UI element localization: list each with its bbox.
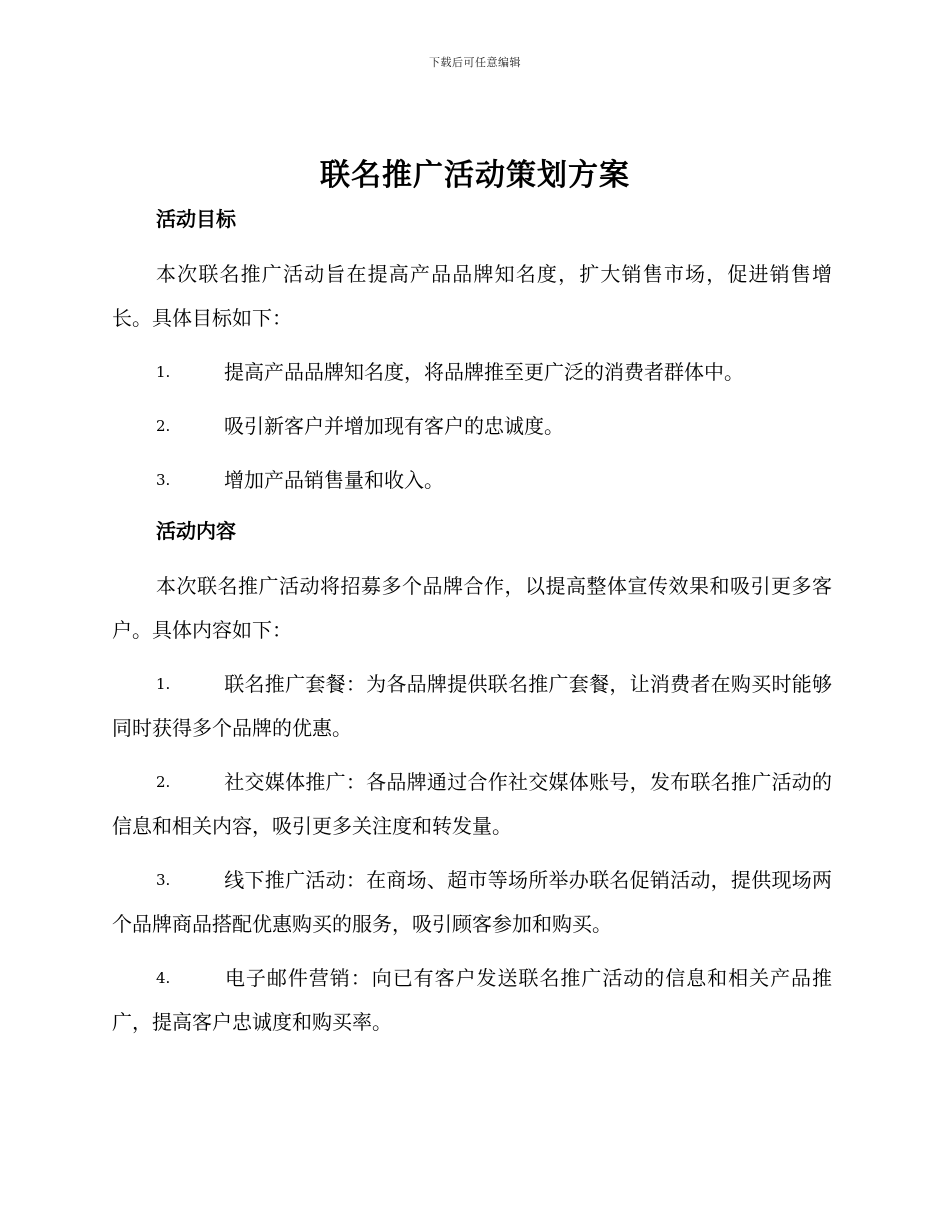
list-number: 2. bbox=[156, 417, 171, 435]
content-list-item bbox=[112, 662, 832, 750]
list-number: 2. bbox=[156, 773, 171, 791]
header-note: 下载后可任意编辑 bbox=[429, 56, 521, 69]
list-item-text: 增加产品销售量和收入。 bbox=[224, 468, 444, 492]
goals-list-item bbox=[112, 404, 832, 448]
list-item-text: 社交媒体推广：各品牌通过合作社交媒体账号，发布联名推广活动的信息和相关内容，吸引更多关注度和转发量。 bbox=[112, 770, 832, 838]
goals-intro-paragraph: 本次联名推广活动旨在提高产品品牌知名度，扩大销售市场，促进销售增长。具体目标如下： bbox=[112, 262, 832, 330]
list-item-text: 提高产品品牌知名度，将品牌推至更广泛的消费者群体中。 bbox=[224, 360, 744, 384]
section-heading-goals: 活动目标 bbox=[156, 207, 236, 231]
content-list-item bbox=[112, 760, 832, 848]
list-item-text: 线下推广活动：在商场、超市等场所举办联名促销活动，提供现场两个品牌商品搭配优惠购买的服务，吸引顾客参加和购买。 bbox=[112, 868, 832, 936]
document-title: 联名推广活动策划方案 bbox=[320, 158, 630, 193]
content-list-item bbox=[112, 956, 832, 1044]
list-item-text: 吸引新客户并增加现有客户的忠诚度。 bbox=[224, 414, 564, 438]
list-number: 3. bbox=[156, 871, 171, 889]
list-number: 1. bbox=[156, 675, 171, 693]
goals-list-item bbox=[112, 350, 832, 394]
list-number: 1. bbox=[156, 363, 171, 381]
content-intro-paragraph: 本次联名推广活动将招募多个品牌合作，以提高整体宣传效果和吸引更多客户。具体内容如下： bbox=[112, 574, 832, 642]
document-body bbox=[112, 200, 832, 1054]
section-heading-content: 活动内容 bbox=[156, 519, 236, 543]
list-number: 4. bbox=[156, 969, 171, 987]
content-list-item bbox=[112, 858, 832, 946]
list-item-text: 联名推广套餐：为各品牌提供联名推广套餐，让消费者在购买时能够同时获得多个品牌的优惠。 bbox=[112, 672, 832, 740]
goals-list-item bbox=[112, 458, 832, 502]
list-item-text: 电子邮件营销：向已有客户发送联名推广活动的信息和相关产品推广，提高客户忠诚度和购买率。 bbox=[112, 966, 832, 1034]
list-number: 3. bbox=[156, 471, 171, 489]
